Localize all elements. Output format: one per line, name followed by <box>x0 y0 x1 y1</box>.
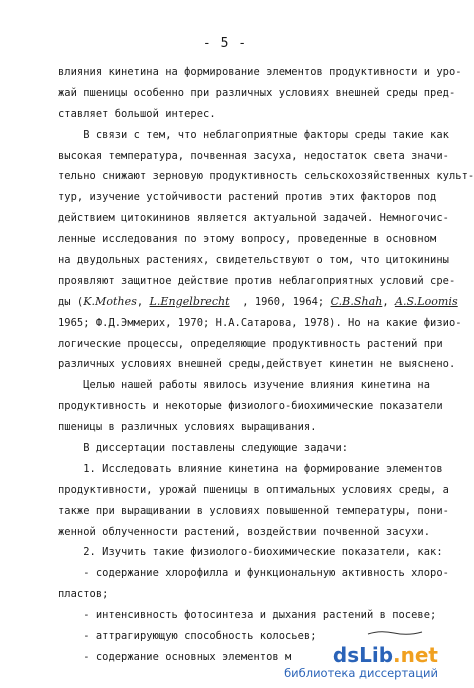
text-line: 1965; Ф.Д.Эммерих, 1970; Н.А.Сатарова, 1978). Но на какие физио- <box>58 316 462 329</box>
text-line: на двудольных растениях, свидетельствуют о том, что цитокинины <box>58 254 449 267</box>
text-line: пшеницы в различных условиях выращивания. <box>58 421 317 434</box>
watermark-logo-tld: .net <box>393 643 438 667</box>
citation-years: , 1960, 1964; <box>229 295 331 308</box>
text-line: различных условиях внешней среды,действует кинетин не выяснено. <box>58 358 456 371</box>
watermark-logo <box>284 644 438 666</box>
text-line: продуктивности, урожай пшеницы в оптимальных условиях среды, а <box>58 483 449 496</box>
text-line: проявляют защитное действие против неблагоприятных условий сре- <box>58 274 456 287</box>
citation-prefix: ды ( <box>58 295 84 308</box>
text-line: тур, изучение устойчивости растений против этих факторов под <box>58 191 437 204</box>
text-line: продуктивность и некоторые физиолого-биохимические показатели <box>58 400 443 413</box>
citation-separator: , <box>136 295 150 308</box>
text-line: тельно снижают зерновую продуктивность сельскохозяйственных культ- <box>58 170 474 183</box>
handwritten-author-loomis: A.S.Loomis <box>394 294 458 308</box>
watermark-logo-main: dsLib <box>332 643 394 667</box>
handwritten-author-engelbrecht: L.Engelbrecht <box>149 294 230 308</box>
watermark-subtitle: библиотека диссертаций <box>284 666 438 680</box>
text-line: 1. Исследовать влияние кинетина на формирование элементов <box>58 462 443 475</box>
text-line: также при выращивании в условиях повышенной температуры, пони- <box>58 504 449 517</box>
text-line: логические процессы, определяющие продуктивность растений при <box>58 337 443 350</box>
text-line: высокая температура, почвенная засуха, недостаток света значи- <box>58 149 449 162</box>
text-line: ставляет большой интерес. <box>58 107 216 120</box>
citation-separator: , <box>382 295 395 308</box>
text-line: ленные исследования по этому вопросу, проведенные в основном <box>58 233 437 246</box>
body-text <box>58 62 474 668</box>
text-line: В диссертации поставлены следующие задачи: <box>58 442 349 455</box>
text-line: - интенсивность фотосинтеза и дыхания растений в посеве; <box>58 609 437 622</box>
watermark <box>284 644 438 680</box>
text-line: В связи с тем, что неблагоприятные факторы среды такие как <box>58 128 449 141</box>
text-line: действием цитокининов является актуальной задачей. Немногочис- <box>58 212 449 225</box>
torn-edge-mark <box>366 628 424 638</box>
handwritten-author-shah: C.B.Shah <box>330 294 383 308</box>
text-line: - содержание основных элементов м <box>58 650 292 663</box>
page-number: - 5 - <box>202 36 248 51</box>
text-line: пластов; <box>58 588 109 601</box>
text-line: - аттрагирующую способность колосьев; <box>58 630 317 643</box>
handwritten-author-mothes: K.Mothes <box>83 294 137 308</box>
citation-line <box>58 292 458 313</box>
text-line: - содержание хлорофилла и функциональную активность хлоро- <box>58 567 449 580</box>
text-line: Целью нашей работы явилось изучение влияния кинетина на <box>58 379 431 392</box>
text-line: жай пшеницы особенно при различных условиях внешней среды пред- <box>58 86 456 99</box>
text-line: влияния кинетина на формирование элементов продуктивности и уро- <box>58 66 462 78</box>
text-line: 2. Изучить такие физиолого-биохимические показатели, как: <box>58 546 443 559</box>
text-line: женной облученности растений, воздействии почвенной засухи. <box>58 525 431 538</box>
